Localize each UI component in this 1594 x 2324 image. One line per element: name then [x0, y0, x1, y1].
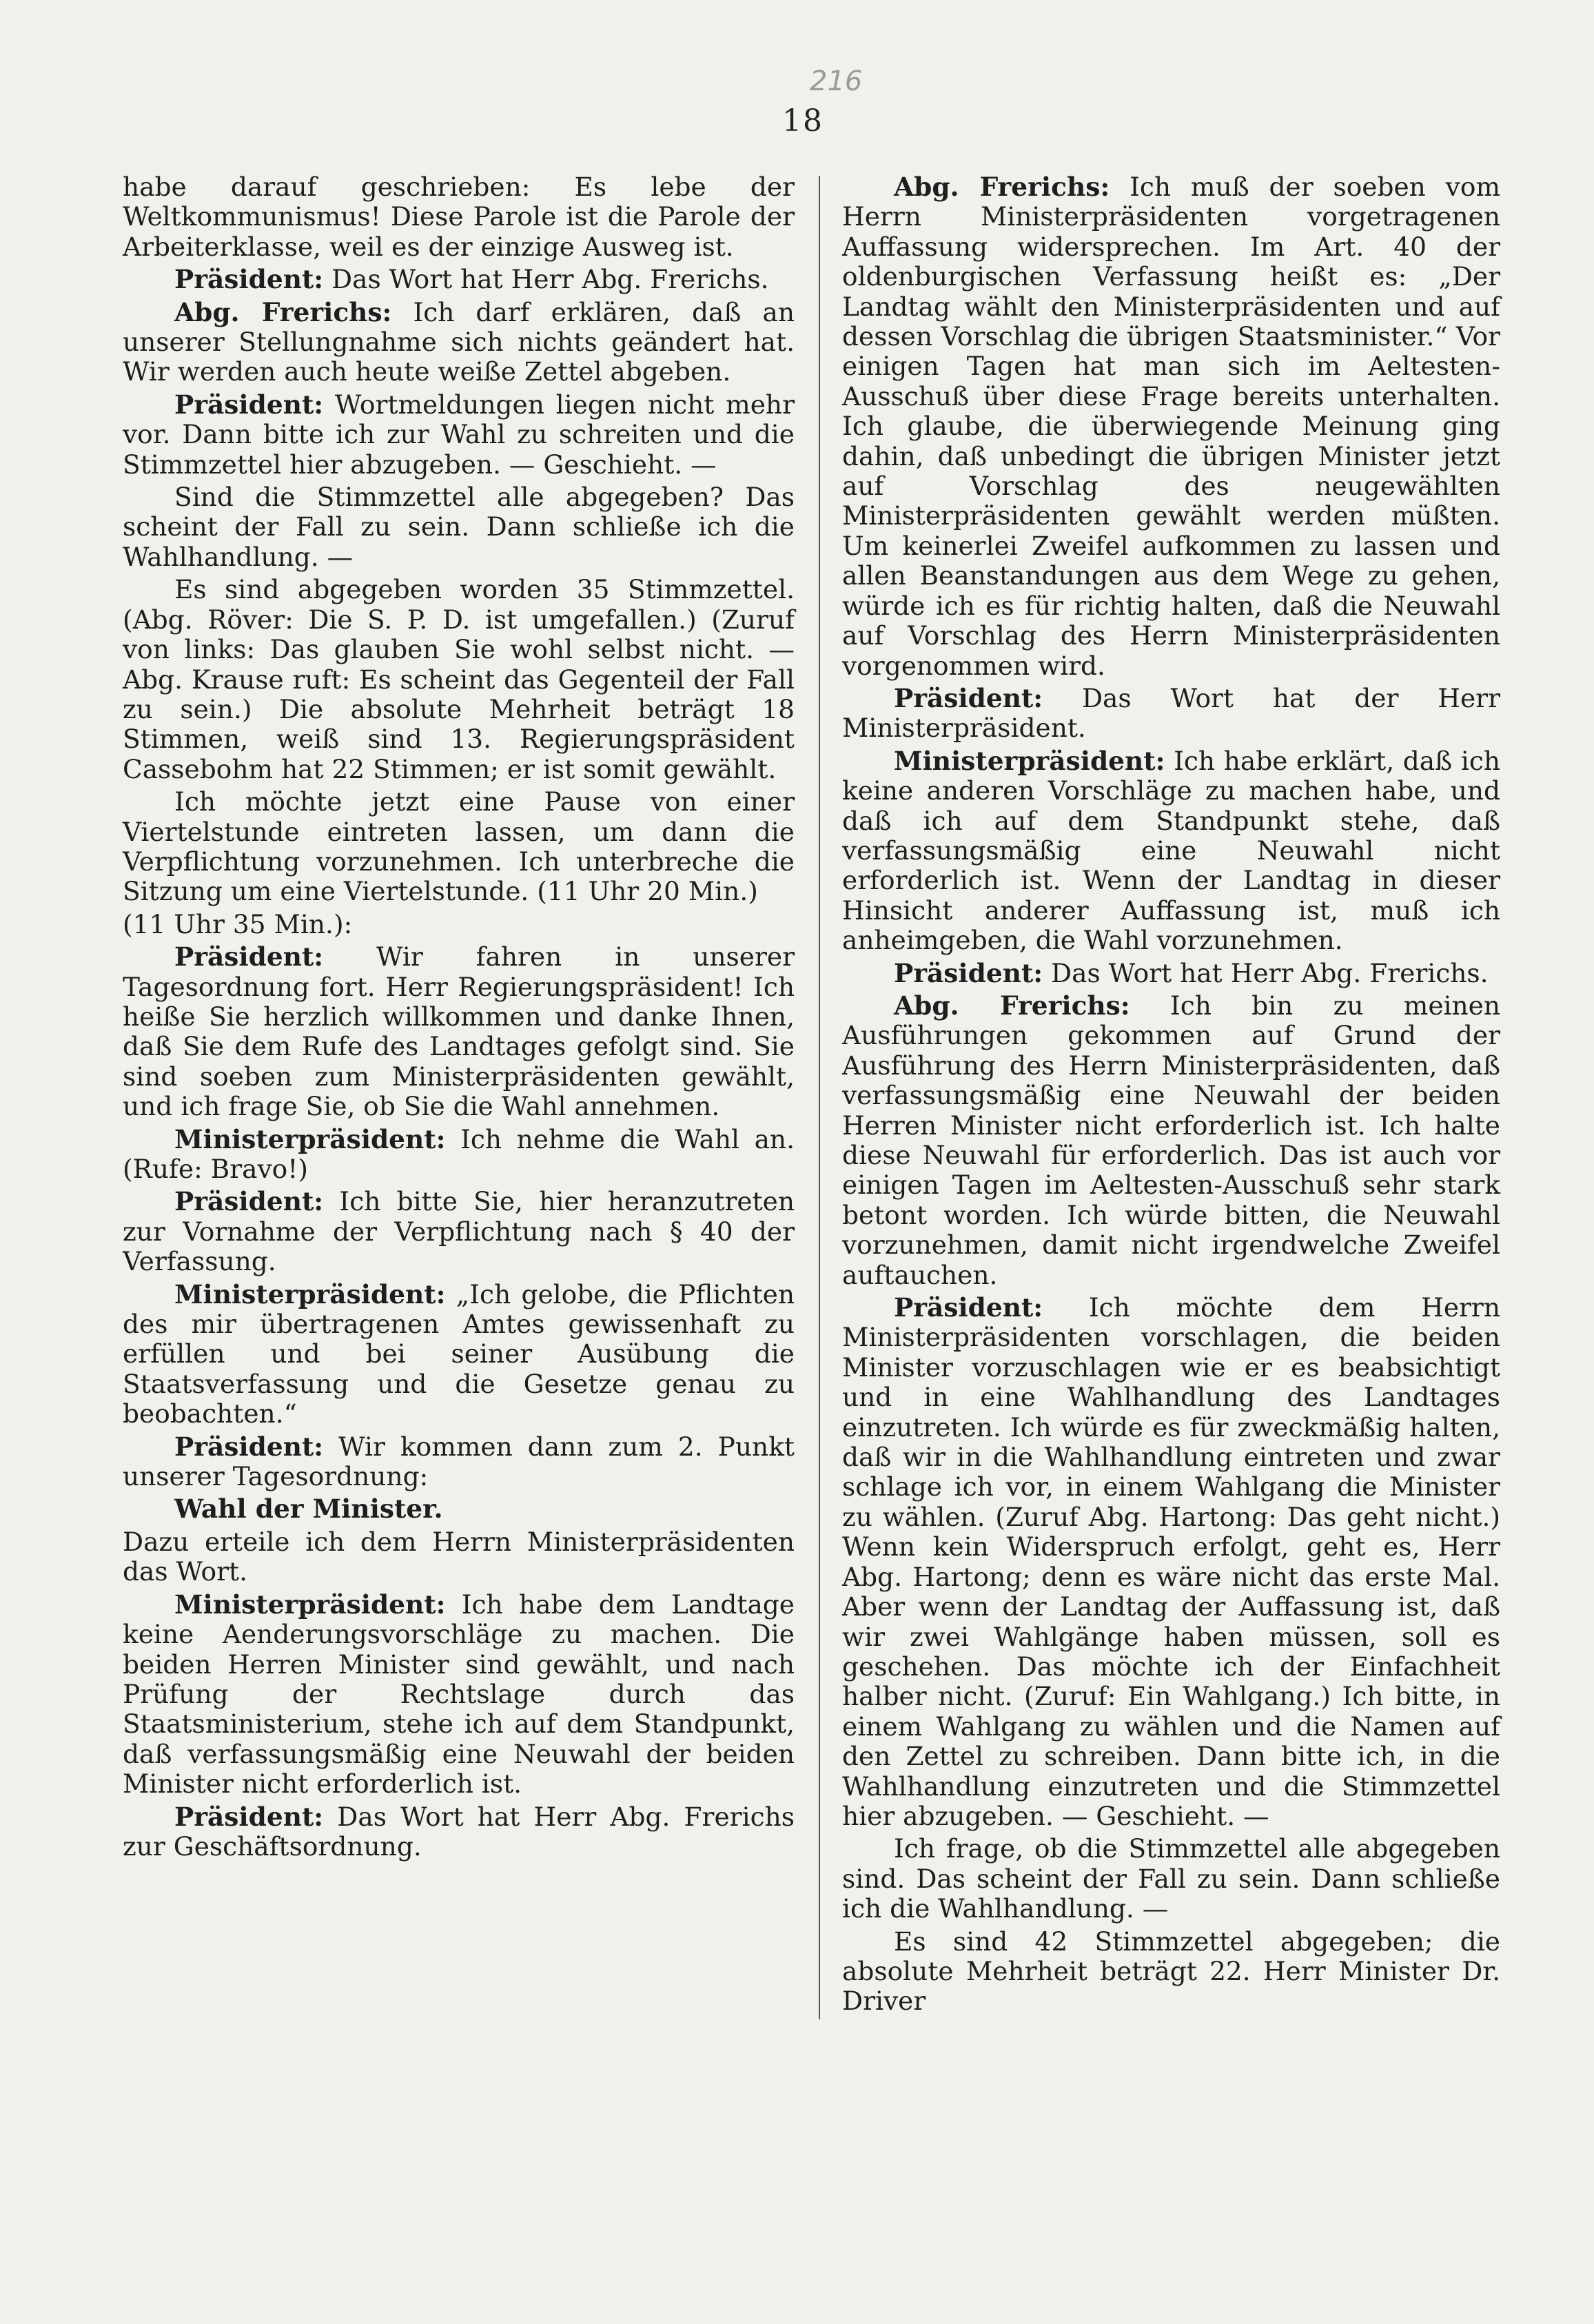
paragraph [123, 265, 795, 294]
paragraph-text: „Ich gelobe, die Pflichten des mir übertragenen Amtes gewissenhaft zu erfüllen und bei seiner Ausübung die Staatsverfassung und die Gesetze genau zu beobachten.“ [123, 1278, 795, 1429]
speaker-label: Ministerpräsident: [174, 1589, 446, 1620]
speaker-label: Präsident: [174, 1431, 324, 1462]
paragraph-text: Ich darf erklären, daß an unserer Stellungnahme sich nichts geändert hat. Wir werden auch heute weiße Zettel abgeben. [123, 296, 795, 387]
section-heading: Wahl der Minister. [174, 1494, 443, 1525]
paragraph-text: Ich möchte jetzt eine Pause von einer Viertelstunde eintreten lassen, um dann die Verpflichtung vorzunehmen. Ich unterbreche die Sitzung um eine Viertelstunde. (11 Uhr 20 Min.) [123, 786, 795, 907]
paragraph [123, 298, 795, 387]
speaker-label: Präsident: [174, 1801, 324, 1832]
paragraph-text: habe darauf geschrieben: Es lebe der Weltkommunismus! Diese Parole ist die Parole der Arbeiterklasse, weil es der einzige Ausweg ist. [123, 172, 795, 262]
paragraph-text: Das Wort hat Herr Abg. Frerichs. [331, 264, 769, 295]
paragraph [123, 482, 795, 572]
paragraph-text: Ich nehme die Wahl an. (Rufe: Bravo!) [123, 1123, 795, 1184]
column-divider [819, 176, 820, 2019]
paragraph-text: (11 Uhr 35 Min.): [123, 908, 353, 939]
speaker-label: Präsident: [174, 941, 324, 972]
paragraph [123, 910, 795, 939]
paragraph [842, 746, 1500, 956]
speaker-label: Ministerpräsident: [174, 1278, 446, 1309]
speaker-label: Präsident: [174, 389, 324, 420]
paragraph-text: Es sind abgegeben worden 35 Stimmzettel. (Abg. Röver: Die S. P. D. ist umgefallen.) (Zuruf von links: Das glauben Sie wohl selbst nicht. — Abg. Krause ruft: Es scheint das Gegenteil der Fall zu sein.) Die absolute Mehrheit beträgt 18 Stimmen, weiß sind 13. Regierungspräsident Cassebohm hat 22 Stimmen; er ist somit gewählt. [123, 574, 795, 784]
right-column [842, 172, 1500, 2019]
speaker-label: Abg. Frerichs: [894, 172, 1110, 202]
left-column [123, 172, 795, 1864]
paragraph [123, 172, 795, 262]
speaker-label: Präsident: [894, 1292, 1043, 1323]
paragraph-text: Ich habe erklärt, daß ich keine anderen Vorschläge zu machen habe, und daß ich auf dem Standpunkt stehe, daß verfassungsmäßig eine Neuwahl nicht erforderlich ist. Wenn der Landtag in dieser Hinsicht anderer Auffassung ist, muß ich anheimgeben, die Wahl vorzunehmen. [842, 745, 1500, 956]
paragraph-text: Wir kommen dann zum 2. Punkt unserer Tagesordnung: [123, 1431, 795, 1492]
speaker-label: Präsident: [174, 1186, 324, 1217]
paragraph [842, 1834, 1500, 1924]
paragraph [842, 1293, 1500, 1831]
paragraph-text: Ich muß der soeben vom Herrn Ministerpräsidenten vorgetragenen Auffassung widersprechen. Im Art. 40 der oldenburgischen Verfassung heißt es: „Der Landtag wählt den Ministerpräsidenten und auf dessen Vorschlag die übrigen Staatsminister.“ Vor einigen Tagen hat man sich im Aeltesten-Ausschuß über diese Frage bereits unterhalten. Ich glaube, die überwiegende Meinung ging dahin, daß unbedingt die übrigen Minister jetzt auf Vorschlag des neugewählten Ministerpräsidenten gewählt werden müßten. Um keinerlei Zweifel aufkommen zu lassen und allen Beanstandungen aus dem Wege zu gehen, würde ich es für richtig halten, daß die Neuwahl auf Vorschlag des Herrn Ministerpräsidenten vorgenommen wird. [842, 172, 1501, 681]
speaker-label: Ministerpräsident: [894, 745, 1165, 776]
paragraph-text: Ich möchte dem Herrn Ministerpräsidenten vorschlagen, die beiden Minister vorzuschlagen wie er es beabsichtigt und in eine Wahlhandlung des Landtages einzutreten. Ich würde es für zweckmäßig halten, daß wir in die Wahlhandlung eintreten und zwar schlage ich vor, in einem Wahlgang die Minister zu wählen. (Zuruf Abg. Hartong: Das geht nicht.) Wenn kein Widerspruch erfolgt, geht es, Herr Abg. Hartong; denn es wäre nicht das erste Mal. Aber wenn der Landtag der Auffassung ist, daß wir zwei Wahlgänge haben müssen, soll es geschehen. Das möchte ich der Einfachheit halber nicht. (Zuruf: Ein Wahlgang.) Ich bitte, in einem Wahlgang zu wählen und die Namen auf den Zettel zu schreiben. Dann bitte ich, in die Wahlhandlung einzutreten und die Stimmzettel hier abzugeben. — Geschieht. — [842, 1292, 1501, 1831]
paragraph [123, 1527, 795, 1587]
paragraph [123, 1802, 795, 1862]
paragraph [842, 959, 1500, 988]
speaker-label: Ministerpräsident: [174, 1123, 446, 1154]
paragraph-text: Das Wort hat der Herr Ministerpräsident. [842, 682, 1500, 744]
paragraph [123, 1432, 795, 1492]
paragraph [842, 1927, 1500, 2017]
speaker-label: Präsident: [174, 264, 324, 295]
paragraph [123, 942, 795, 1121]
paragraph [123, 1125, 795, 1185]
paragraph-text: Das Wort hat Herr Abg. Frerichs. [1051, 957, 1489, 988]
pencil-annotation: 216 [810, 65, 863, 97]
paragraph [123, 1280, 795, 1429]
paragraph-text: Ich habe dem Landtage keine Aenderungsvorschläge zu machen. Die beiden Herren Minister sind gewählt, und nach Prüfung der Rechtslage durch das Staatsministerium, stehe ich auf dem Standpunkt, daß verfassungsmäßig eine Neuwahl der beiden Minister nicht erforderlich ist. [123, 1589, 795, 1800]
paragraph-text: Wortmeldungen liegen nicht mehr vor. Dann bitte ich zur Wahl zu schreiten und die Stimmzettel hier abzugeben. — Geschieht. — [123, 389, 795, 480]
paragraph [842, 684, 1500, 744]
paragraph [123, 787, 795, 907]
paragraph-text: Es sind 42 Stimmzettel abgegeben; die absolute Mehrheit beträgt 22. Herr Minister Dr. Driver [842, 1926, 1500, 2017]
paragraph [123, 390, 795, 480]
speaker-label: Präsident: [894, 682, 1043, 713]
paragraph-text: Ich frage, ob die Stimmzettel alle abgegeben sind. Das scheint der Fall zu sein. Dann schließe ich die Wahlhandlung. — [842, 1833, 1500, 1924]
paragraph-text: Wir fahren in unserer Tagesordnung fort. Herr Regierungspräsident! Ich heiße Sie herzlich willkommen und danke Ihnen, daß Sie dem Rufe des Landtages gefolgt sind. Sie sind soeben zum Ministerpräsidenten gewählt, und ich frage Sie, ob Sie die Wahl annehmen. [123, 941, 795, 1122]
paragraph-text: Ich bitte Sie, hier heranzutreten zur Vornahme der Verpflichtung nach § 40 der Verfassung. [123, 1186, 795, 1277]
paragraph [123, 575, 795, 784]
page-number: 18 [782, 103, 824, 139]
paragraph [842, 991, 1500, 1290]
paragraph-text: Sind die Stimmzettel alle abgegeben? Das scheint der Fall zu sein. Dann schließe ich die Wahlhandlung. — [123, 482, 795, 572]
speaker-label: Abg. Frerichs: [174, 296, 392, 327]
speaker-label: Präsident: [894, 957, 1043, 988]
paragraph [842, 172, 1500, 681]
paragraph [123, 1187, 795, 1276]
paragraph [123, 1590, 795, 1800]
paragraph-text: Dazu erteile ich dem Herrn Ministerpräsidenten das Wort. [123, 1526, 795, 1587]
paragraph-text: Ich bin zu meinen Ausführungen gekommen auf Grund der Ausführung des Herrn Ministerpräsidenten, daß verfassungsmäßig eine Neuwahl der beiden Herren Minister nicht erforderlich ist. Ich halte diese Neuwahl für erforderlich. Das ist auch vor einigen Tagen im Aeltesten-Ausschuß sehr stark betont worden. Ich würde bitten, die Neuwahl vorzunehmen, damit nicht irgendwelche Zweifel auftauchen. [842, 990, 1500, 1290]
speaker-label: Abg. Frerichs: [894, 990, 1130, 1021]
paragraph-text: Das Wort hat Herr Abg. Frerichs zur Geschäftsordnung. [123, 1801, 795, 1862]
